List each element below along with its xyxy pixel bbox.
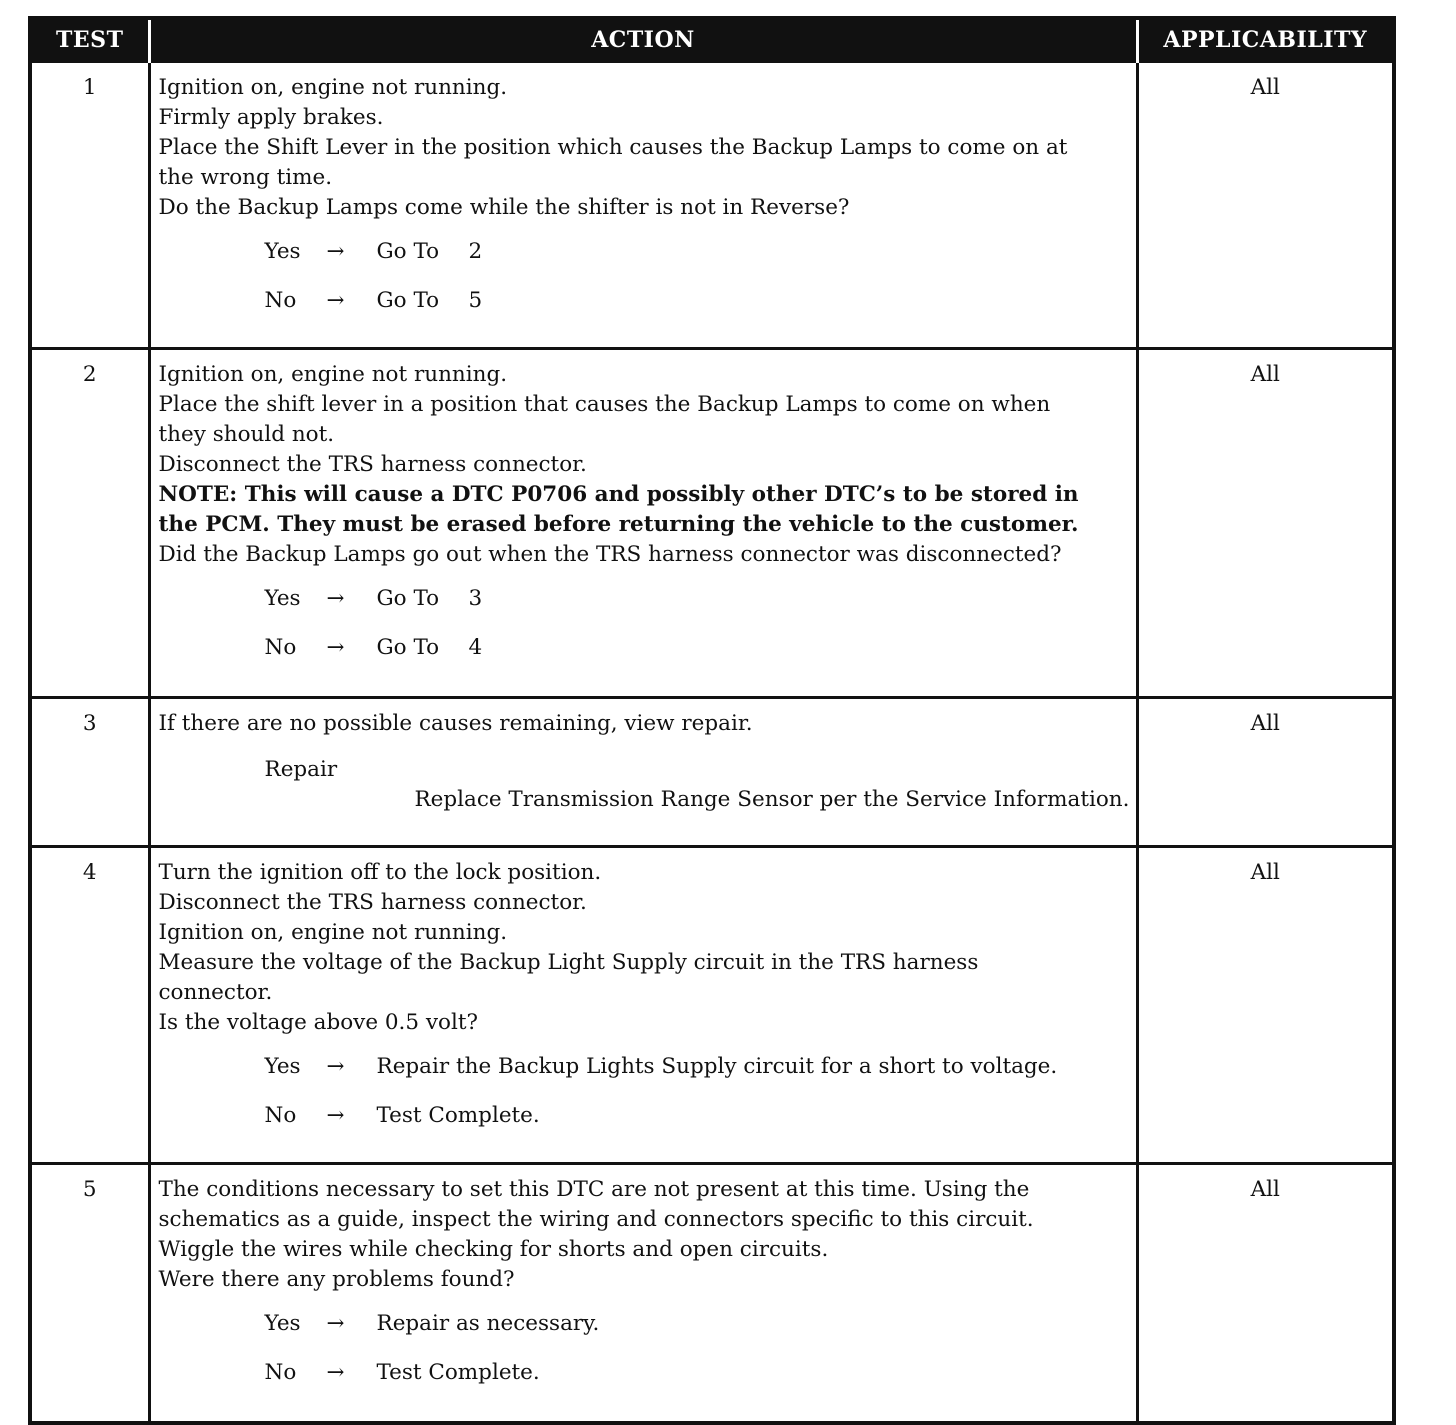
outcome-yes xyxy=(159,1309,1130,1358)
repair-block xyxy=(159,755,1130,815)
right-arrow-icon: → xyxy=(326,586,345,611)
right-arrow-icon: → xyxy=(326,1054,345,1079)
outcome-yes xyxy=(159,584,1130,633)
action-line: Disconnect the TRS harness connector. xyxy=(158,890,587,915)
test-row-3 xyxy=(30,698,1394,847)
outcome-label: No xyxy=(264,635,297,660)
applicability-cell: All xyxy=(1137,1164,1394,1424)
outcome-result: Repair as necessary. xyxy=(376,1311,600,1336)
applicability-cell: All xyxy=(1137,698,1394,847)
outcome-result: Test Complete. xyxy=(376,1103,540,1128)
action-question: Were there any problems found? xyxy=(158,1267,515,1292)
outcome-yes xyxy=(159,1052,1130,1101)
action-cell xyxy=(149,1164,1137,1424)
outcome-label: Yes xyxy=(264,1311,301,1336)
goto-text: Go To xyxy=(376,288,440,313)
test-row-5 xyxy=(30,1164,1394,1424)
outcome-no xyxy=(159,633,1130,682)
applicability-cell: All xyxy=(1137,847,1394,1164)
action-line: Disconnect the TRS harness connector. xyxy=(158,452,587,477)
right-arrow-icon: → xyxy=(326,1103,345,1128)
goto-text: Go To xyxy=(376,635,440,660)
test-number: 3 xyxy=(30,698,149,847)
outcome-label: No xyxy=(264,288,297,313)
action-line: Firmly apply brakes. xyxy=(158,105,384,130)
test-number: 2 xyxy=(30,349,149,698)
goto-text: Go To xyxy=(376,239,440,264)
test-number: 4 xyxy=(30,847,149,1164)
action-line: they should not. xyxy=(158,422,335,447)
action-line: connector. xyxy=(158,980,273,1005)
outcome-label: Yes xyxy=(264,586,301,611)
goto-target: 2 xyxy=(468,239,483,264)
action-cell xyxy=(149,698,1137,847)
right-arrow-icon: → xyxy=(326,288,345,313)
action-line: schematics as a guide, inspect the wiring and connectors specific to this circuit. xyxy=(158,1207,1034,1232)
header-test: TEST xyxy=(30,18,149,62)
goto-target: 5 xyxy=(468,288,483,313)
action-line: Wiggle the wires while checking for shorts and open circuits. xyxy=(158,1237,829,1262)
note-line: the PCM. They must be erased before returning the vehicle to the customer. xyxy=(158,512,1079,537)
action-line: Ignition on, engine not running. xyxy=(158,362,508,387)
action-question: Did the Backup Lamps go out when the TRS harness connector was disconnected? xyxy=(158,542,1062,567)
diagnostic-test-table xyxy=(28,16,1396,1425)
header-action: ACTION xyxy=(149,18,1137,62)
test-row-1 xyxy=(30,62,1394,349)
action-cell xyxy=(149,349,1137,698)
applicability-cell: All xyxy=(1137,62,1394,349)
outcome-no xyxy=(159,1358,1130,1407)
outcome-result: Repair the Backup Lights Supply circuit for a short to voltage. xyxy=(376,1054,1058,1079)
test-number: 5 xyxy=(30,1164,149,1424)
action-line: The conditions necessary to set this DTC are not present at this time. Using the xyxy=(158,1177,1030,1202)
action-line: the wrong time. xyxy=(158,165,333,190)
outcomes xyxy=(159,584,1130,682)
repair-label: Repair xyxy=(264,757,338,782)
outcome-no xyxy=(159,1101,1130,1150)
action-line: Measure the voltage of the Backup Light Supply circuit in the TRS harness xyxy=(158,950,979,975)
goto-target: 3 xyxy=(468,586,483,611)
outcomes xyxy=(159,1052,1130,1150)
outcome-result: Test Complete. xyxy=(376,1360,540,1385)
note-line: NOTE: This will cause a DTC P0706 and possibly other DTC’s to be stored in xyxy=(158,482,1079,507)
test-row-2 xyxy=(30,349,1394,698)
action-line: If there are no possible causes remaining, view repair. xyxy=(158,711,753,736)
action-question: Is the voltage above 0.5 volt? xyxy=(158,1010,479,1035)
right-arrow-icon: → xyxy=(326,1360,345,1385)
right-arrow-icon: → xyxy=(326,239,345,264)
right-arrow-icon: → xyxy=(326,1311,345,1336)
applicability-cell: All xyxy=(1137,349,1394,698)
outcomes xyxy=(159,237,1130,335)
goto-target: 4 xyxy=(468,635,483,660)
test-row-4 xyxy=(30,847,1394,1164)
action-line: Ignition on, engine not running. xyxy=(158,920,508,945)
goto-text: Go To xyxy=(376,586,440,611)
outcomes xyxy=(159,1309,1130,1407)
action-line: Place the shift lever in a position that causes the Backup Lamps to come on when xyxy=(158,392,1051,417)
outcome-label: No xyxy=(264,1103,297,1128)
action-question: Do the Backup Lamps come while the shifter is not in Reverse? xyxy=(158,195,850,220)
outcome-no xyxy=(159,286,1130,335)
action-line: Ignition on, engine not running. xyxy=(158,75,508,100)
outcome-label: No xyxy=(264,1360,297,1385)
header-row xyxy=(30,18,1394,62)
test-number: 1 xyxy=(30,62,149,349)
right-arrow-icon: → xyxy=(326,635,345,660)
action-cell xyxy=(149,847,1137,1164)
action-cell xyxy=(149,62,1137,349)
repair-text: Replace Transmission Range Sensor per the Service Information. xyxy=(414,787,1130,812)
action-line: Place the Shift Lever in the position which causes the Backup Lamps to come on at xyxy=(158,135,1068,160)
outcome-yes xyxy=(159,237,1130,286)
outcome-label: Yes xyxy=(264,239,301,264)
outcome-label: Yes xyxy=(264,1054,301,1079)
header-applicability: APPLICABILITY xyxy=(1137,18,1394,62)
action-line: Turn the ignition off to the lock position. xyxy=(158,860,602,885)
